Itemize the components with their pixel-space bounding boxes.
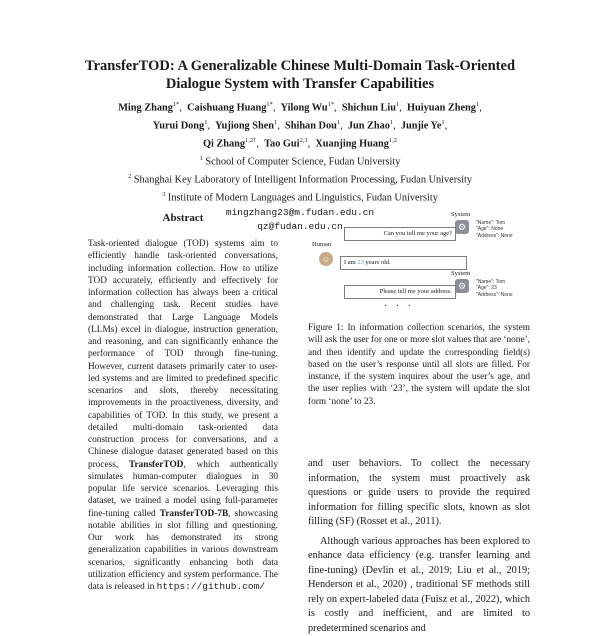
system-label-1: System	[451, 211, 470, 218]
author-name: Shihan Dou	[285, 120, 337, 131]
dataset-name: TransferTOD	[129, 460, 183, 470]
slot-age: "Age": None	[476, 226, 513, 232]
author-line-3: Qi Zhang$^{1,2\dagger}$, Tao Gui$^{2,3}$, Xuanjing Huang$^{1,2}$	[30, 134, 570, 152]
slot-form-2	[476, 279, 513, 298]
slot-address: "Address": None	[476, 292, 513, 298]
slot-form-1	[476, 220, 513, 239]
slot-name: "Name": Tom	[476, 279, 513, 285]
author-name: Yilong Wu	[281, 102, 328, 113]
paper-title	[40, 57, 560, 93]
paragraph-2: Although various approaches has been explored to enhance data efficiency (e.g. transfer learning and fine-tuning) (Devlin et al., 2019; Liu et al., 2019; Henderson et al., 2020) , traditional SF methods still rely on expert-labeled data (Fuisz et al., 2022), which is costly and inefficient, and are limited to predetermined scenarios and	[308, 535, 530, 636]
author-name: Junjie Ye	[401, 120, 442, 131]
slot-address: "Address": None	[476, 233, 513, 239]
affiliation-3	[30, 188, 570, 206]
model-name: TransferTOD-7B	[160, 509, 228, 519]
author-sup: 1	[390, 119, 393, 126]
author-sup: 1	[274, 119, 277, 126]
author-name: Tao Gui	[264, 138, 299, 149]
author-sup: 1	[204, 119, 207, 126]
author-name: Shichun Liu	[342, 102, 396, 113]
author-sup: 1*	[266, 101, 273, 108]
author-name: Xuanjing Huang	[315, 138, 389, 149]
affiliation-sup: 1	[200, 155, 203, 162]
figure-1	[308, 210, 530, 320]
affiliation-2	[30, 170, 570, 188]
author-sup: 1	[337, 119, 340, 126]
author-name: Qi Zhang	[203, 138, 245, 149]
email-2[interactable]: qz@fudan.edu.cn	[30, 220, 570, 235]
repo-link[interactable]: https://github.com/	[157, 581, 265, 592]
affiliation-text: School of Computer Science, Fudan University	[205, 156, 400, 167]
system-bubble-2: Please tell me your address.	[344, 285, 456, 299]
author-line-1: Ming Zhang$^{1*}$, Caishuang Huang$^{1*}$, Yilong $Wu^{1*}$, Shichun Liu$^1$, Huiyuan Zheng$^1$,	[30, 98, 570, 116]
slot-age: "Age": 23	[476, 285, 513, 291]
robot-icon: ⚙	[455, 220, 469, 234]
author-name: Yujiong Shen	[215, 120, 274, 131]
affiliation-text: Institute of Modern Languages and Linguistics, Fudan University	[168, 192, 438, 203]
author-sup: 1,2	[389, 137, 397, 144]
paragraph-1: and user behaviors. To collect the necessary information, the system must proactively ask questions or guide users to provide the required information for filling specific slots, known as slot filling (SF) (Rosset et al., 2011).	[308, 457, 530, 530]
author-name: Huiyuan Zheng	[407, 102, 476, 113]
author-name: Jun Zhao	[348, 120, 390, 131]
human-label: Human	[312, 241, 331, 248]
author-sup: 2,3	[300, 137, 308, 144]
figure-caption: Figure 1: In information collection scenarios, the system will ask the user for one or more slot values that are ‘none’, and then identify and update the corresponding field(s) based on the user’s response until all slots are filled. For instance, if the system inquires about the user’s age, and the user replies with ‘23’, the system will update the slot form ‘none’ to 23.	[308, 322, 530, 408]
author-line-2: Yurui Dong$^1$, Yujiong Shen$^1$, Shihan Dou$^1$, Jun Zhao$^1$, Junjie Ye$^1$,	[30, 116, 570, 134]
author-sup: 1	[396, 101, 399, 108]
author-sup: 1,2†	[245, 137, 256, 144]
slot-name: "Name": Tom	[476, 220, 513, 226]
human-bubble	[340, 256, 467, 270]
body-text-right	[308, 457, 530, 636]
affiliation-sup: 2	[128, 173, 131, 180]
abstract-text-2: , which authentically simulates human-computer dialogues in 30 popular life service scenarios. Leveraging this dataset, we trained a model using full-parameter fine-tuning called	[88, 460, 278, 519]
age-value: 23	[357, 259, 364, 266]
human-text-1: I am	[344, 259, 357, 266]
abstract-body	[88, 238, 278, 593]
robot-icon: ⚙	[455, 279, 469, 293]
author-name: Caishuang Huang	[187, 102, 266, 113]
title-line-2: Dialogue System with Transfer Capabilities	[40, 75, 560, 93]
email-1[interactable]: mingzhang23@m.fudan.edu.cn	[30, 206, 570, 221]
system-bubble-1: Can you tell me your age?	[344, 227, 456, 241]
title-line-1: TransferTOD: A Generalizable Chinese Multi-Domain Task-Oriented	[40, 57, 560, 75]
author-name: Yurui Dong	[153, 120, 204, 131]
abstract-text-1: Task-oriented dialogue (TOD) systems aim to efficiently handle task-oriented conversations, including information collection. How to utilize TOD accurately, efficiently and effectively for information collection has always been a critical and challenging task. Recent studies have demonstrated that Large Language Models (LLMs) excel in dialogue, instruction generation, and reasoning, and can significantly enhance the performance of TOD through fine-tuning. However, current datasets primarily cater to user-led systems and are limited to predefined specific scenarios and slots, thereby necessitating improvements in the proactiveness, diversity, and capabilities of TOD. In this study, we present a detailed multi-domain task-oriented data construction process for conversations, and a Chinese dialogue dataset generated based on this process,	[88, 239, 278, 470]
author-name: Ming Zhang	[118, 102, 173, 113]
continuation-dots: · · ·	[384, 301, 414, 312]
affiliation-text: Shanghai Key Laboratory of Intelligent Information Processing, Fudan University	[134, 174, 472, 185]
author-sup: 1	[441, 119, 444, 126]
affiliation-sup: 3	[162, 191, 165, 198]
abstract-heading: Abstract	[88, 212, 278, 224]
system-label-2: System	[451, 270, 470, 277]
affiliation-1	[30, 152, 570, 170]
author-sup: 1*	[328, 101, 335, 108]
human-text-2: years old.	[364, 259, 391, 266]
abstract-text-3: , showcasing notable abilities in slot filling and questioning. Our work has demonstrated its strong generalization capabilities in various downstream scenarios, significantly enhancing both data utilization efficiency and system performance. The data is released in	[88, 509, 278, 593]
author-sup: 1*	[173, 101, 180, 108]
author-sup: 1	[476, 101, 479, 108]
person-icon: ☺	[319, 252, 333, 266]
